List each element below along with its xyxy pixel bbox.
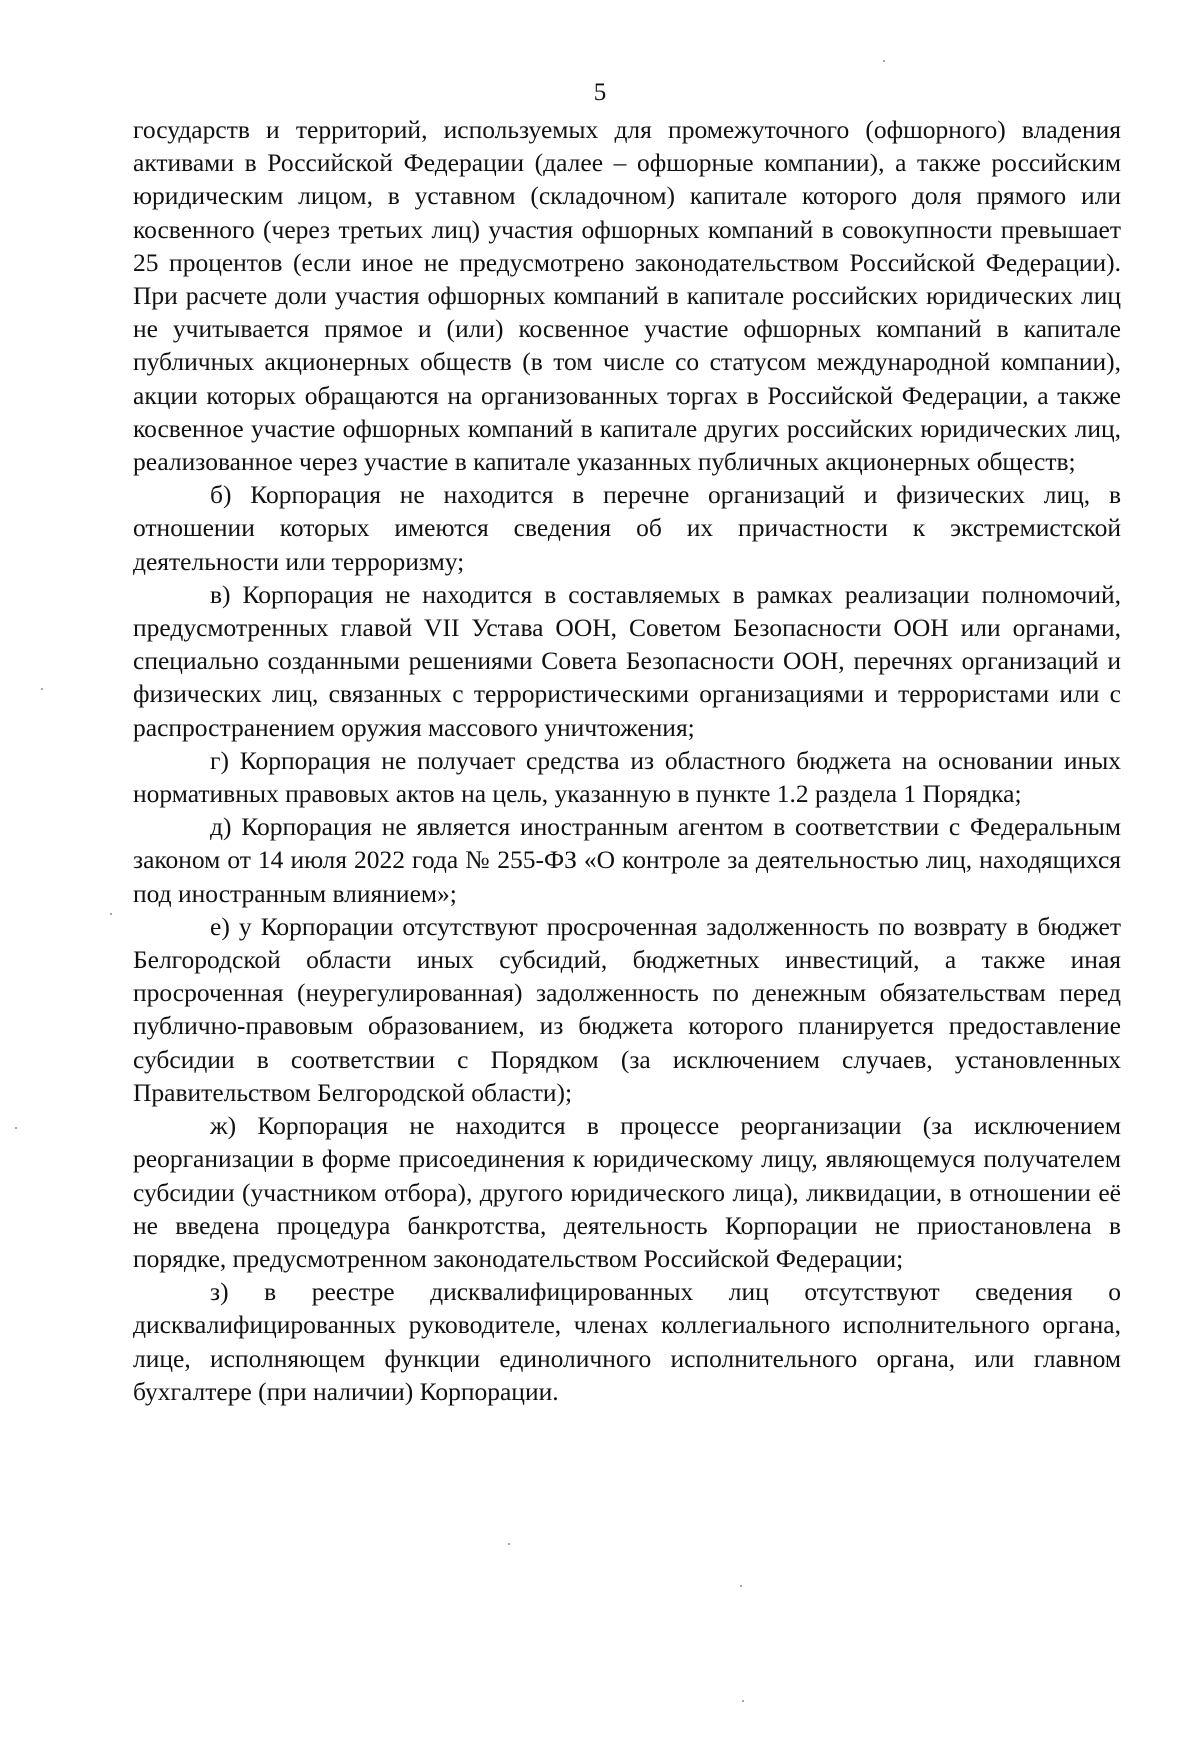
paragraph-item-zh: ж) Корпорация не находится в процессе реорганизации (за исключением реорганизации в форме присоединения к юридическому лицу, являющемуся получателем субсидии (участником отбора), другого юридического лица), ликвидации, в отношении её не введена процедура банкротства, деятельность Корпорации не приостановлена в порядке, предусмотренном законодательством Российской Федерации; <box>133 1111 1121 1273</box>
scan-speck <box>110 913 112 915</box>
paragraph-item-e: е) у Корпорации отсутствуют просроченная задолженность по возврату в бюджет Белгородской области иных субсидий, бюджетных инвестиций, а также иная просроченная (неурегулированная) задолженность по денежным обязательствам перед публично-правовым образованием, из бюджета которого планируется предоставление субсидии в соответствии с Порядком (за исключением случаев, установленных Правительством Белгородской области); <box>133 911 1121 1107</box>
scan-speck <box>15 1127 17 1129</box>
scan-speck <box>742 1700 744 1702</box>
scan-speck <box>508 1543 510 1545</box>
paragraph-item-z: з) в реестре дисквалифицированных лиц отсутствуют сведения о дисквалифицированных руководителе, членах коллегиального исполнительного органа, лице, исполняющем функции единоличного исполнительного органа, или главном бухгалтере (при наличии) Корпорации. <box>133 1277 1121 1406</box>
page-number: 5 <box>593 79 607 106</box>
scan-speck <box>41 688 43 690</box>
paragraph-item-d: д) Корпорация не является иностранным агентом в соответствии с Федеральным законом от 14 июля 2022 года № 255-ФЗ «О контроле за деятельностью лиц, находящихся под иностранным влиянием»; <box>133 812 1121 908</box>
paragraph-item-g: г) Корпорация не получает средства из областного бюджета на основании иных нормативных правовых актов на цель, указанную в пункте 1.2 раздела 1 Порядка; <box>133 745 1121 809</box>
scan-speck <box>883 60 885 62</box>
paragraph-item-b: б) Корпорация не находится в перечне организаций и физических лиц, в отношении которых имеются сведения об их причастности к экстремистской деятельности или терроризму; <box>133 480 1121 576</box>
paragraph-continuation: государств и территорий, используемых для промежуточного (офшорного) владения активами в Российской Федерации (далее – офшорные компании), а также российским юридическим лицом, в уставном (складочном) капитале которого доля прямого или косвенного (через третьих лиц) участия офшорных компаний в совокупности превышает 25 процентов (если иное не предусмотрено законодательством Российской Федерации). При расчете доли участия офшорных компаний в капитале российских юридических лиц не учитывается прямое и (или) косвенное участие офшорных компаний в капитале публичных акционерных обществ (в том числе со статусом международной компании), акции которых обращаются на организованных торгах в Российской Федерации, а также косвенное участие офшорных компаний в капитале других российских юридических лиц, реализованное через участие в капитале указанных публичных акционерных обществ; <box>133 115 1121 477</box>
document-body <box>133 113 1121 1408</box>
scan-speck <box>740 1585 742 1587</box>
paragraph-item-v: в) Корпорация не находится в составляемых в рамках реализации полномочий, предусмотренных главой VII Устава ООН, Советом Безопасности ООН или органами, специально созданными решениями Совета Безопасности ООН, перечнях организаций и физических лиц, связанных с террористическими организациями и террористами или с распространением оружия массового уничтожения; <box>133 579 1121 742</box>
